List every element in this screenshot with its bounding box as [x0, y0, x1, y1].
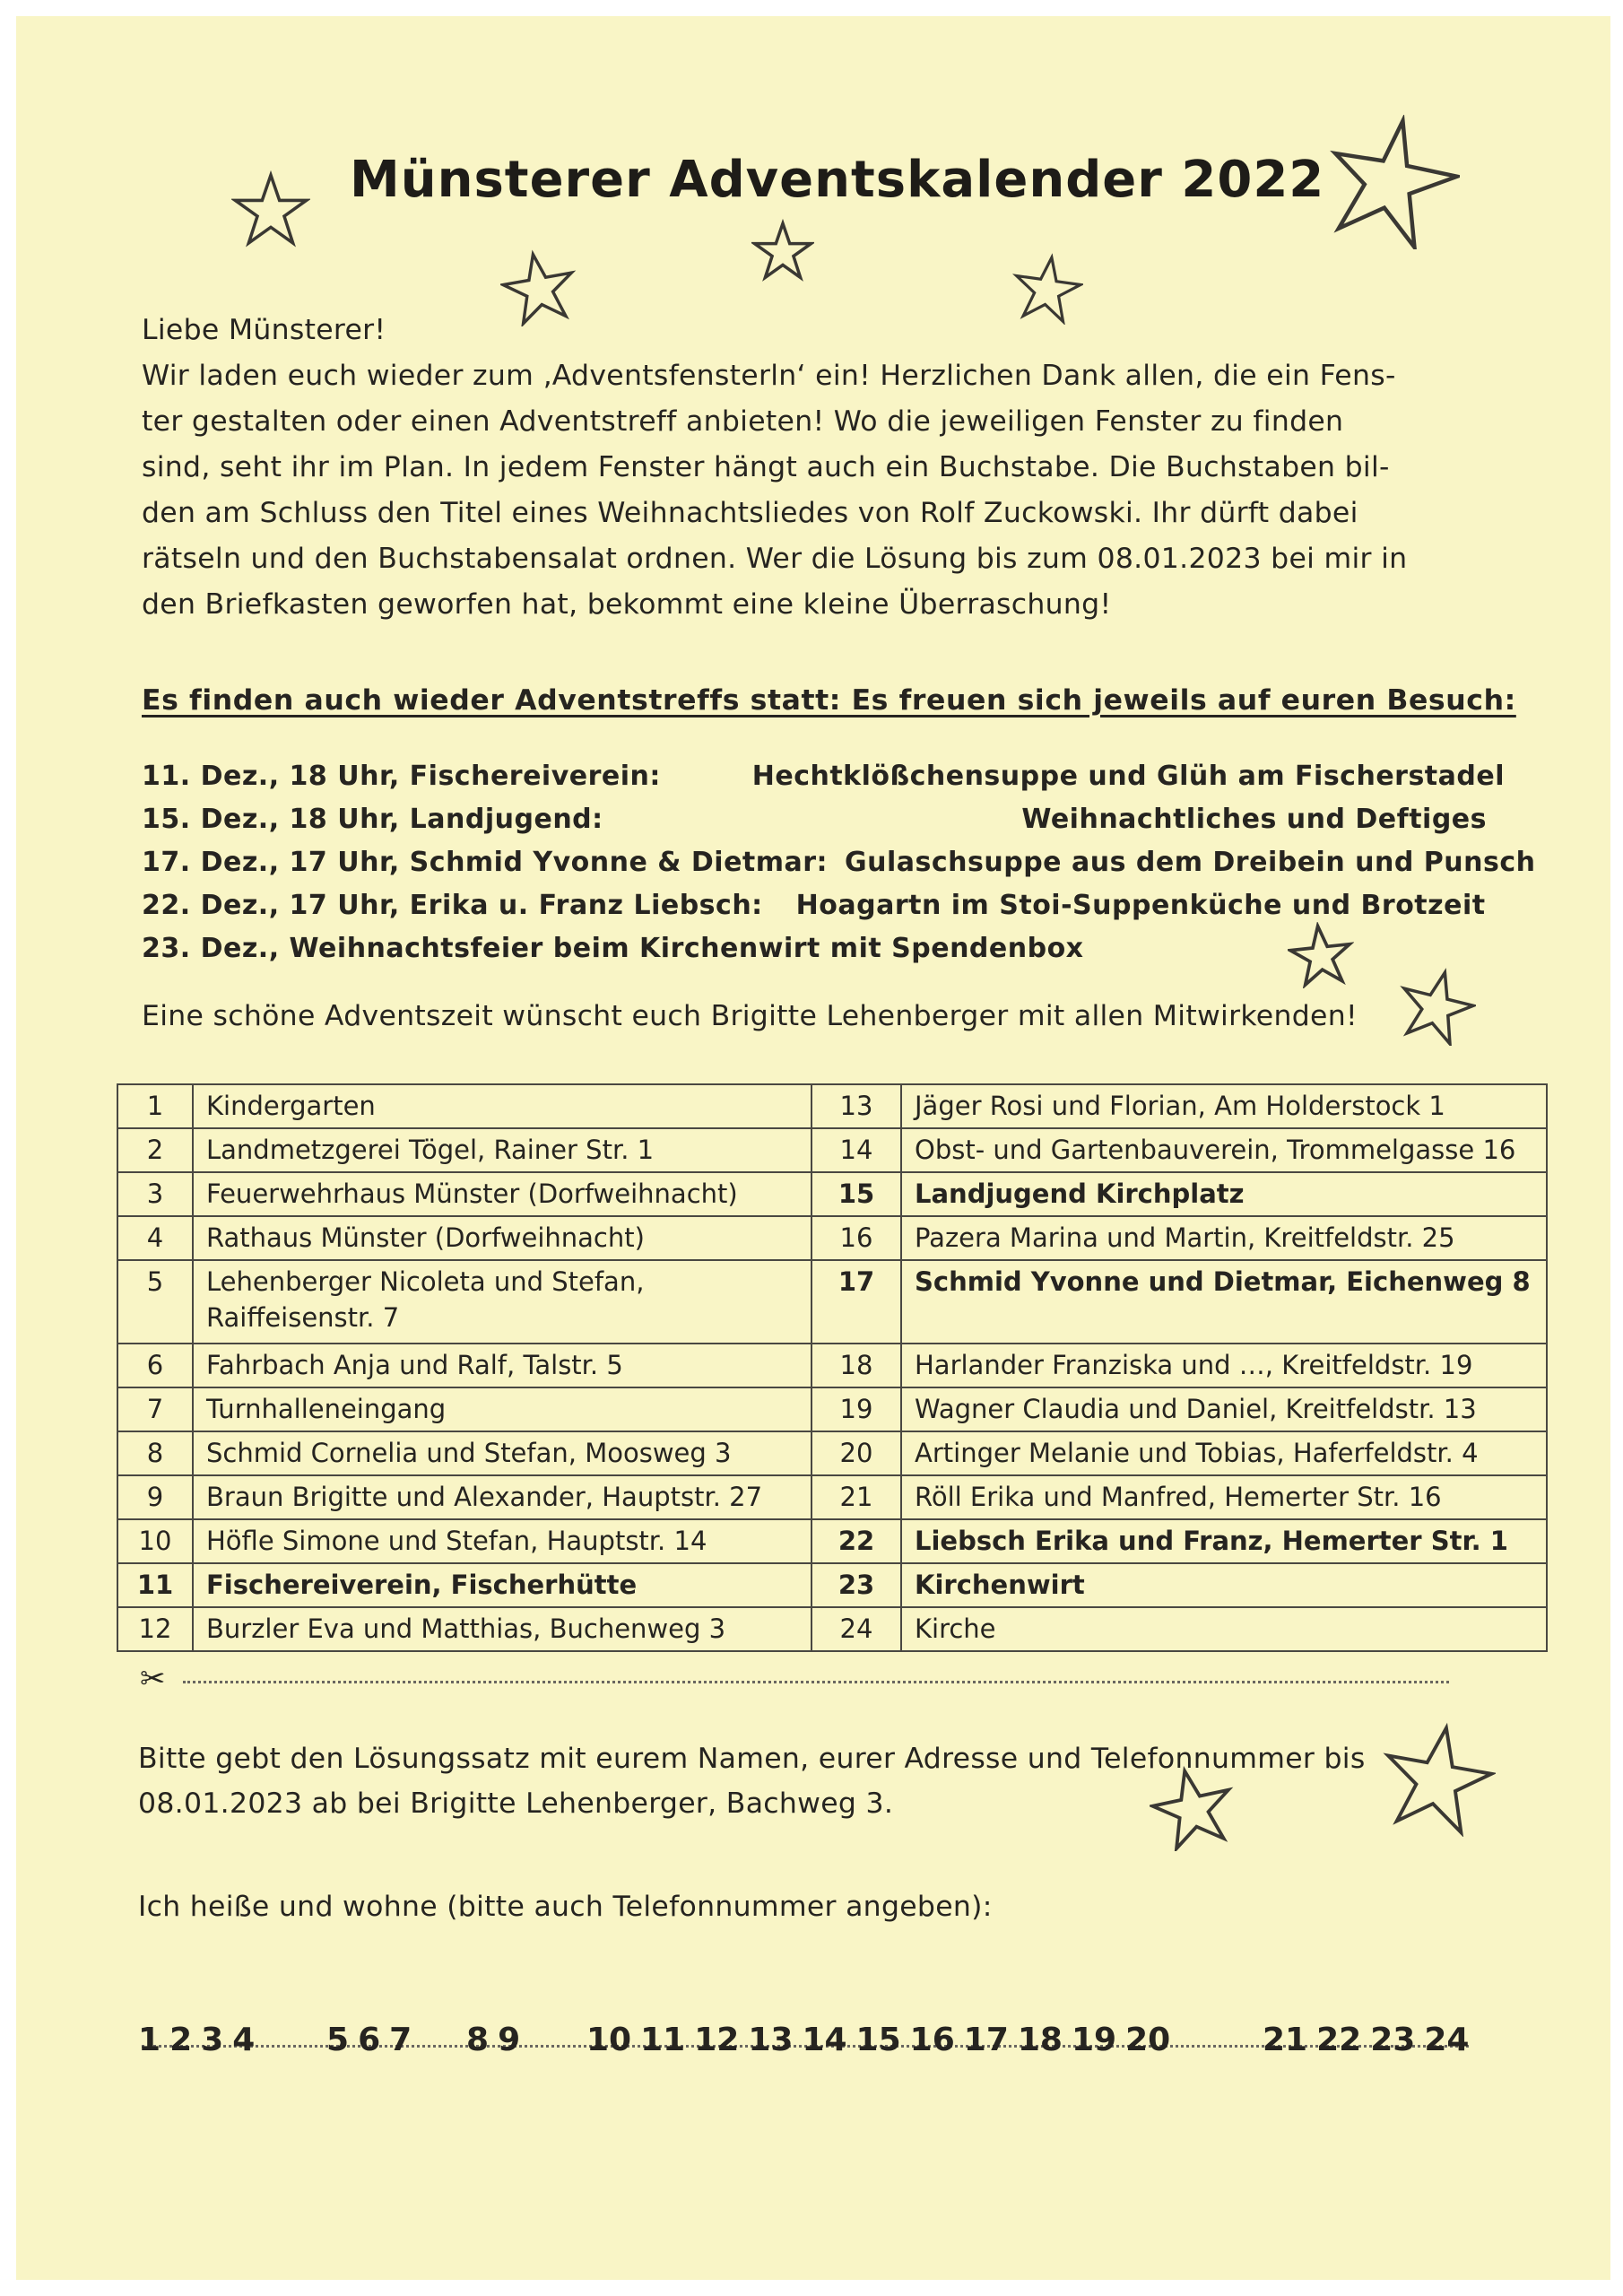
- star-icon: [1397, 967, 1476, 1046]
- submit-line: 08.01.2023 ab bei Brigitte Lehenberger, Bachweg 3.: [138, 1787, 894, 1820]
- treff-what: Weihnachtliches und Deftiges: [1021, 804, 1487, 835]
- window-number: 18: [812, 1344, 901, 1387]
- window-number: 15: [812, 1172, 901, 1216]
- table-row: [117, 1172, 1547, 1216]
- window-host: Landmetzgerei Tögel, Rainer Str. 1: [193, 1128, 812, 1172]
- treff-when: 22. Dez., 17 Uhr, Erika u. Franz Liebsch:: [142, 890, 763, 921]
- treff-item: [142, 847, 1536, 890]
- answer-slot: 7: [389, 2022, 412, 2058]
- window-host: Obst- und Gartenbauverein, Trommelgasse 16: [901, 1128, 1547, 1172]
- intro-line: rätseln und den Buchstabensalat ordnen. Wer die Lösung bis zum 08.01.2023 bei mir in: [142, 543, 1408, 575]
- window-number: 8: [117, 1431, 193, 1475]
- window-host: Schmid Cornelia und Stefan, Moosweg 3: [193, 1431, 812, 1475]
- window-number: 2: [117, 1128, 193, 1172]
- answer-slot: 10: [586, 2022, 632, 2058]
- treff-item: [142, 761, 1505, 804]
- window-host: Wagner Claudia und Daniel, Kreitfeldstr. 13: [901, 1387, 1547, 1431]
- window-host: Braun Brigitte und Alexander, Hauptstr. 27: [193, 1475, 812, 1519]
- answer-slot: 9: [498, 2022, 521, 2058]
- answer-group: [586, 2022, 1179, 2058]
- star-icon: [1379, 1720, 1496, 1837]
- window-number: 12: [117, 1607, 193, 1651]
- window-number: 5: [117, 1260, 193, 1344]
- treff-item: [142, 933, 1505, 976]
- table-row: [117, 1519, 1547, 1563]
- answer-slot: 12: [694, 2022, 740, 2058]
- intro-line: ter gestalten oder einen Adventstreff anbieten! Wo die jeweiligen Fenster zu finden: [142, 405, 1344, 438]
- window-host: Lehenberger Nicoleta und Stefan, Raiffeisenstr. 7: [193, 1260, 812, 1344]
- answer-slot: 22: [1316, 2022, 1362, 2058]
- window-host: Kirche: [901, 1607, 1547, 1651]
- answer-group: [466, 2022, 529, 2058]
- table-row: [117, 1260, 1547, 1344]
- window-number: 11: [117, 1563, 193, 1607]
- window-plan-body: [117, 1084, 1547, 1651]
- window-host: Artinger Melanie und Tobias, Haferfeldstr. 4: [901, 1431, 1547, 1475]
- answer-slot: 11: [640, 2022, 686, 2058]
- identify-prompt: Ich heiße und wohne (bitte auch Telefonnummer angeben):: [138, 1891, 993, 1923]
- table-row: [117, 1084, 1547, 1128]
- window-number: 23: [812, 1563, 901, 1607]
- answer-slot: 24: [1424, 2022, 1470, 2058]
- answer-slot: 5: [326, 2022, 350, 2058]
- treff-what: Hechtklößchensuppe und Glüh am Fischerstadel: [751, 761, 1505, 792]
- intro-line: sind, seht ihr im Plan. In jedem Fenster hängt auch ein Buchstabe. Die Buchstaben bil-: [142, 451, 1390, 483]
- treff-when: 17. Dez., 17 Uhr, Schmid Yvonne & Dietmar:: [142, 847, 829, 878]
- window-host: Kindergarten: [193, 1084, 812, 1128]
- answer-slot: 14: [802, 2022, 847, 2058]
- window-host: Landjugend Kirchplatz: [901, 1172, 1547, 1216]
- window-host: Kirchenwirt: [901, 1563, 1547, 1607]
- closing-text: Eine schöne Adventszeit wünscht euch Brigitte Lehenberger mit allen Mitwirkenden!: [142, 1000, 1358, 1032]
- answer-group: [326, 2022, 421, 2058]
- window-number: 4: [117, 1216, 193, 1260]
- window-number: 7: [117, 1387, 193, 1431]
- window-host: Feuerwehrhaus Münster (Dorfweihnacht): [193, 1172, 812, 1216]
- treff-item: [142, 804, 1505, 847]
- window-number: 1: [117, 1084, 193, 1128]
- table-row: [117, 1475, 1547, 1519]
- answer-slot: 13: [748, 2022, 794, 2058]
- window-host: Fahrbach Anja und Ralf, Talstr. 5: [193, 1344, 812, 1387]
- window-host: Pazera Marina und Martin, Kreitfeldstr. 25: [901, 1216, 1547, 1260]
- window-number: 19: [812, 1387, 901, 1431]
- window-host: Fischereiverein, Fischerhütte: [193, 1563, 812, 1607]
- intro-line: den Briefkasten geworfen hat, bekommt eine kleine Überraschung!: [142, 588, 1112, 621]
- flyer-sheet: [16, 16, 1610, 2280]
- answer-slot: 21: [1263, 2022, 1308, 2058]
- window-number: 14: [812, 1128, 901, 1172]
- star-icon: [231, 169, 310, 251]
- window-number: 16: [812, 1216, 901, 1260]
- treff-when: 11. Dez., 18 Uhr, Fischereiverein:: [142, 761, 661, 792]
- answer-slot: 18: [1017, 2022, 1063, 2058]
- answer-slot: 23: [1370, 2022, 1416, 2058]
- window-plan-table: [117, 1083, 1548, 1652]
- treff-what: Hoagartn im Stoi-Suppenküche und Brotzeit: [795, 890, 1486, 921]
- window-number: 20: [812, 1431, 901, 1475]
- window-host: Höfle Simone und Stefan, Hauptstr. 14: [193, 1519, 812, 1563]
- star-icon: [1325, 115, 1460, 249]
- window-number: 10: [117, 1519, 193, 1563]
- window-number: 13: [812, 1084, 901, 1128]
- window-number: 9: [117, 1475, 193, 1519]
- cut-dots: [183, 1681, 1449, 1683]
- treff-when: 15. Dez., 18 Uhr, Landjugend:: [142, 804, 603, 835]
- greeting: Liebe Münsterer!: [142, 314, 386, 346]
- window-number: 3: [117, 1172, 193, 1216]
- table-row: [117, 1128, 1547, 1172]
- window-host: Jäger Rosi und Florian, Am Holderstock 1: [901, 1084, 1547, 1128]
- window-number: 21: [812, 1475, 901, 1519]
- answer-slot: 3: [201, 2022, 224, 2058]
- table-row: [117, 1216, 1547, 1260]
- window-host: Harlander Franziska und …, Kreitfeldstr. 19: [901, 1344, 1547, 1387]
- answer-group: [1263, 2022, 1478, 2058]
- answer-slot: 4: [232, 2022, 256, 2058]
- window-number: 17: [812, 1260, 901, 1344]
- answer-slot: 15: [855, 2022, 901, 2058]
- cut-line: [140, 1661, 1449, 1697]
- answer-numbers: [138, 2022, 1483, 2075]
- answer-slot: 1: [138, 2022, 161, 2058]
- treffs-heading: Es finden auch wieder Adventstreffs statt: Es freuen sich jeweils auf euren Besuch:: [142, 684, 1516, 717]
- answer-group: [138, 2022, 264, 2058]
- scissors-icon: ✂: [140, 1661, 166, 1697]
- window-number: 6: [117, 1344, 193, 1387]
- star-icon: [751, 217, 814, 285]
- treff-what: Gulaschsuppe aus dem Dreibein und Punsch: [845, 847, 1536, 878]
- submit-line: Bitte gebt den Lösungssatz mit eurem Namen, eurer Adresse und Telefonnummer bis: [138, 1743, 1366, 1775]
- window-host: Turnhalleneingang: [193, 1387, 812, 1431]
- answer-slot: 6: [358, 2022, 381, 2058]
- intro-text: [142, 308, 1505, 628]
- intro-line: Wir laden euch wieder zum ‚Adventsfensterln‘ ein! Herzlichen Dank allen, die ein Fens-: [142, 360, 1396, 392]
- answer-slot: 19: [1071, 2022, 1117, 2058]
- window-host: Schmid Yvonne und Dietmar, Eichenweg 8: [901, 1260, 1547, 1344]
- window-number: 24: [812, 1607, 901, 1651]
- window-host: Röll Erika und Manfred, Hemerter Str. 16: [901, 1475, 1547, 1519]
- table-row: [117, 1387, 1547, 1431]
- table-row: [117, 1431, 1547, 1475]
- table-row: [117, 1344, 1547, 1387]
- answer-slot: 16: [909, 2022, 955, 2058]
- window-number: 22: [812, 1519, 901, 1563]
- window-host: Rathaus Münster (Dorfweihnacht): [193, 1216, 812, 1260]
- treff-item: [142, 890, 1505, 933]
- submit-instructions: [138, 1736, 1393, 1826]
- window-host: Burzler Eva und Matthias, Buchenweg 3: [193, 1607, 812, 1651]
- window-host: Liebsch Erika und Franz, Hemerter Str. 1: [901, 1519, 1547, 1563]
- table-row: [117, 1563, 1547, 1607]
- answer-slot: 17: [963, 2022, 1009, 2058]
- table-row: [117, 1607, 1547, 1651]
- answer-slot: 2: [169, 2022, 193, 2058]
- intro-line: den am Schluss den Titel eines Weihnachtsliedes von Rolf Zuckowski. Ihr dürft dabei: [142, 497, 1358, 529]
- treff-when: 23. Dez., Weihnachtsfeier beim Kirchenwirt mit Spendenbox: [142, 933, 1084, 964]
- answer-slot: 8: [466, 2022, 490, 2058]
- answer-slot: 20: [1125, 2022, 1171, 2058]
- page-title: Münsterer Adventskalender 2022: [350, 151, 1325, 209]
